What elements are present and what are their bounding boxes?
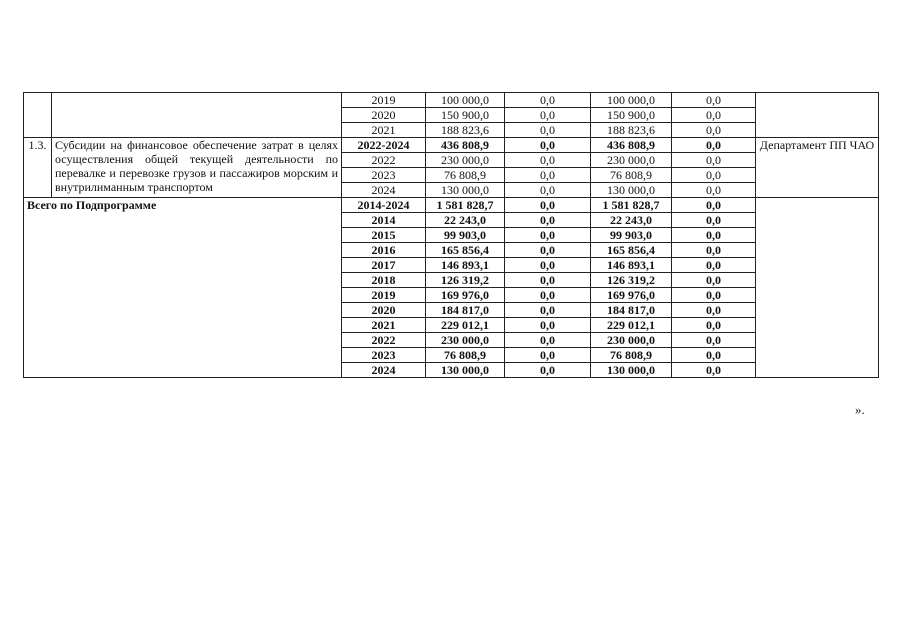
year-cell: 2022-2024 bbox=[342, 138, 426, 153]
responsible-cell bbox=[756, 93, 879, 138]
federal-budget-cell: 0,0 bbox=[505, 243, 591, 258]
other-sources-cell: 0,0 bbox=[672, 108, 756, 123]
other-sources-cell: 0,0 bbox=[672, 138, 756, 153]
year-cell: 2021 bbox=[342, 123, 426, 138]
year-cell: 2024 bbox=[342, 363, 426, 378]
other-sources-cell: 0,0 bbox=[672, 318, 756, 333]
year-cell: 2023 bbox=[342, 168, 426, 183]
regional-budget-cell: 146 893,1 bbox=[591, 258, 672, 273]
year-cell: 2017 bbox=[342, 258, 426, 273]
year-cell: 2024 bbox=[342, 183, 426, 198]
federal-budget-cell: 0,0 bbox=[505, 213, 591, 228]
total-amount-cell: 22 243,0 bbox=[426, 213, 505, 228]
regional-budget-cell: 230 000,0 bbox=[591, 153, 672, 168]
table-row bbox=[24, 138, 879, 153]
other-sources-cell: 0,0 bbox=[672, 93, 756, 108]
federal-budget-cell: 0,0 bbox=[505, 348, 591, 363]
regional-budget-cell: 436 808,9 bbox=[591, 138, 672, 153]
year-cell: 2020 bbox=[342, 108, 426, 123]
other-sources-cell: 0,0 bbox=[672, 273, 756, 288]
year-cell: 2023 bbox=[342, 348, 426, 363]
federal-budget-cell: 0,0 bbox=[505, 183, 591, 198]
other-sources-cell: 0,0 bbox=[672, 153, 756, 168]
other-sources-cell: 0,0 bbox=[672, 333, 756, 348]
regional-budget-cell: 184 817,0 bbox=[591, 303, 672, 318]
regional-budget-cell: 22 243,0 bbox=[591, 213, 672, 228]
regional-budget-cell: 130 000,0 bbox=[591, 363, 672, 378]
regional-budget-cell: 1 581 828,7 bbox=[591, 198, 672, 213]
regional-budget-cell: 100 000,0 bbox=[591, 93, 672, 108]
table-row bbox=[24, 93, 879, 108]
year-cell: 2014 bbox=[342, 213, 426, 228]
federal-budget-cell: 0,0 bbox=[505, 303, 591, 318]
total-amount-cell: 229 012,1 bbox=[426, 318, 505, 333]
other-sources-cell: 0,0 bbox=[672, 123, 756, 138]
table-body bbox=[24, 93, 879, 378]
regional-budget-cell: 230 000,0 bbox=[591, 333, 672, 348]
responsible-cell: Департамент ПП ЧАО bbox=[756, 138, 879, 198]
total-amount-cell: 188 823,6 bbox=[426, 123, 505, 138]
total-amount-cell: 146 893,1 bbox=[426, 258, 505, 273]
year-cell: 2021 bbox=[342, 318, 426, 333]
other-sources-cell: 0,0 bbox=[672, 303, 756, 318]
subprogram-total-label: Всего по Подпрограмме bbox=[24, 198, 342, 378]
federal-budget-cell: 0,0 bbox=[505, 153, 591, 168]
year-cell: 2022 bbox=[342, 153, 426, 168]
year-cell: 2019 bbox=[342, 93, 426, 108]
total-amount-cell: 99 903,0 bbox=[426, 228, 505, 243]
regional-budget-cell: 229 012,1 bbox=[591, 318, 672, 333]
federal-budget-cell: 0,0 bbox=[505, 108, 591, 123]
other-sources-cell: 0,0 bbox=[672, 168, 756, 183]
total-amount-cell: 436 808,9 bbox=[426, 138, 505, 153]
year-cell: 2015 bbox=[342, 228, 426, 243]
total-amount-cell: 165 856,4 bbox=[426, 243, 505, 258]
regional-budget-cell: 76 808,9 bbox=[591, 348, 672, 363]
total-amount-cell: 130 000,0 bbox=[426, 183, 505, 198]
item-description-cell bbox=[52, 93, 342, 138]
year-cell: 2022 bbox=[342, 333, 426, 348]
regional-budget-cell: 99 903,0 bbox=[591, 228, 672, 243]
total-amount-cell: 130 000,0 bbox=[426, 363, 505, 378]
year-cell: 2019 bbox=[342, 288, 426, 303]
federal-budget-cell: 0,0 bbox=[505, 288, 591, 303]
year-cell: 2014-2024 bbox=[342, 198, 426, 213]
federal-budget-cell: 0,0 bbox=[505, 168, 591, 183]
year-cell: 2020 bbox=[342, 303, 426, 318]
item-number-cell: 1.3. bbox=[24, 138, 52, 198]
responsible-cell bbox=[756, 198, 879, 378]
federal-budget-cell: 0,0 bbox=[505, 198, 591, 213]
closing-quote-mark: ». bbox=[855, 402, 865, 417]
regional-budget-cell: 150 900,0 bbox=[591, 108, 672, 123]
federal-budget-cell: 0,0 bbox=[505, 93, 591, 108]
other-sources-cell: 0,0 bbox=[672, 243, 756, 258]
other-sources-cell: 0,0 bbox=[672, 213, 756, 228]
total-amount-cell: 76 808,9 bbox=[426, 348, 505, 363]
total-amount-cell: 126 319,2 bbox=[426, 273, 505, 288]
federal-budget-cell: 0,0 bbox=[505, 123, 591, 138]
regional-budget-cell: 188 823,6 bbox=[591, 123, 672, 138]
federal-budget-cell: 0,0 bbox=[505, 228, 591, 243]
other-sources-cell: 0,0 bbox=[672, 348, 756, 363]
year-cell: 2018 bbox=[342, 273, 426, 288]
other-sources-cell: 0,0 bbox=[672, 288, 756, 303]
regional-budget-cell: 165 856,4 bbox=[591, 243, 672, 258]
other-sources-cell: 0,0 bbox=[672, 183, 756, 198]
regional-budget-cell: 126 319,2 bbox=[591, 273, 672, 288]
total-amount-cell: 169 976,0 bbox=[426, 288, 505, 303]
federal-budget-cell: 0,0 bbox=[505, 333, 591, 348]
total-amount-cell: 184 817,0 bbox=[426, 303, 505, 318]
regional-budget-cell: 130 000,0 bbox=[591, 183, 672, 198]
other-sources-cell: 0,0 bbox=[672, 198, 756, 213]
regional-budget-cell: 169 976,0 bbox=[591, 288, 672, 303]
subprogram-funding-table bbox=[23, 92, 879, 378]
federal-budget-cell: 0,0 bbox=[505, 318, 591, 333]
federal-budget-cell: 0,0 bbox=[505, 273, 591, 288]
total-amount-cell: 150 900,0 bbox=[426, 108, 505, 123]
total-amount-cell: 230 000,0 bbox=[426, 153, 505, 168]
total-amount-cell: 100 000,0 bbox=[426, 93, 505, 108]
total-amount-cell: 76 808,9 bbox=[426, 168, 505, 183]
other-sources-cell: 0,0 bbox=[672, 228, 756, 243]
other-sources-cell: 0,0 bbox=[672, 258, 756, 273]
other-sources-cell: 0,0 bbox=[672, 363, 756, 378]
year-cell: 2016 bbox=[342, 243, 426, 258]
federal-budget-cell: 0,0 bbox=[505, 363, 591, 378]
table-row bbox=[24, 198, 879, 213]
item-description-cell: Субсидии на финансовое обеспечение затрат в целях осуществления общей текущей деятельности по перевалке и перевозке грузов и пассажиров морским и внутрилиманным транспортом bbox=[52, 138, 342, 198]
regional-budget-cell: 76 808,9 bbox=[591, 168, 672, 183]
federal-budget-cell: 0,0 bbox=[505, 138, 591, 153]
total-amount-cell: 230 000,0 bbox=[426, 333, 505, 348]
federal-budget-cell: 0,0 bbox=[505, 258, 591, 273]
total-amount-cell: 1 581 828,7 bbox=[426, 198, 505, 213]
item-number-cell bbox=[24, 93, 52, 138]
